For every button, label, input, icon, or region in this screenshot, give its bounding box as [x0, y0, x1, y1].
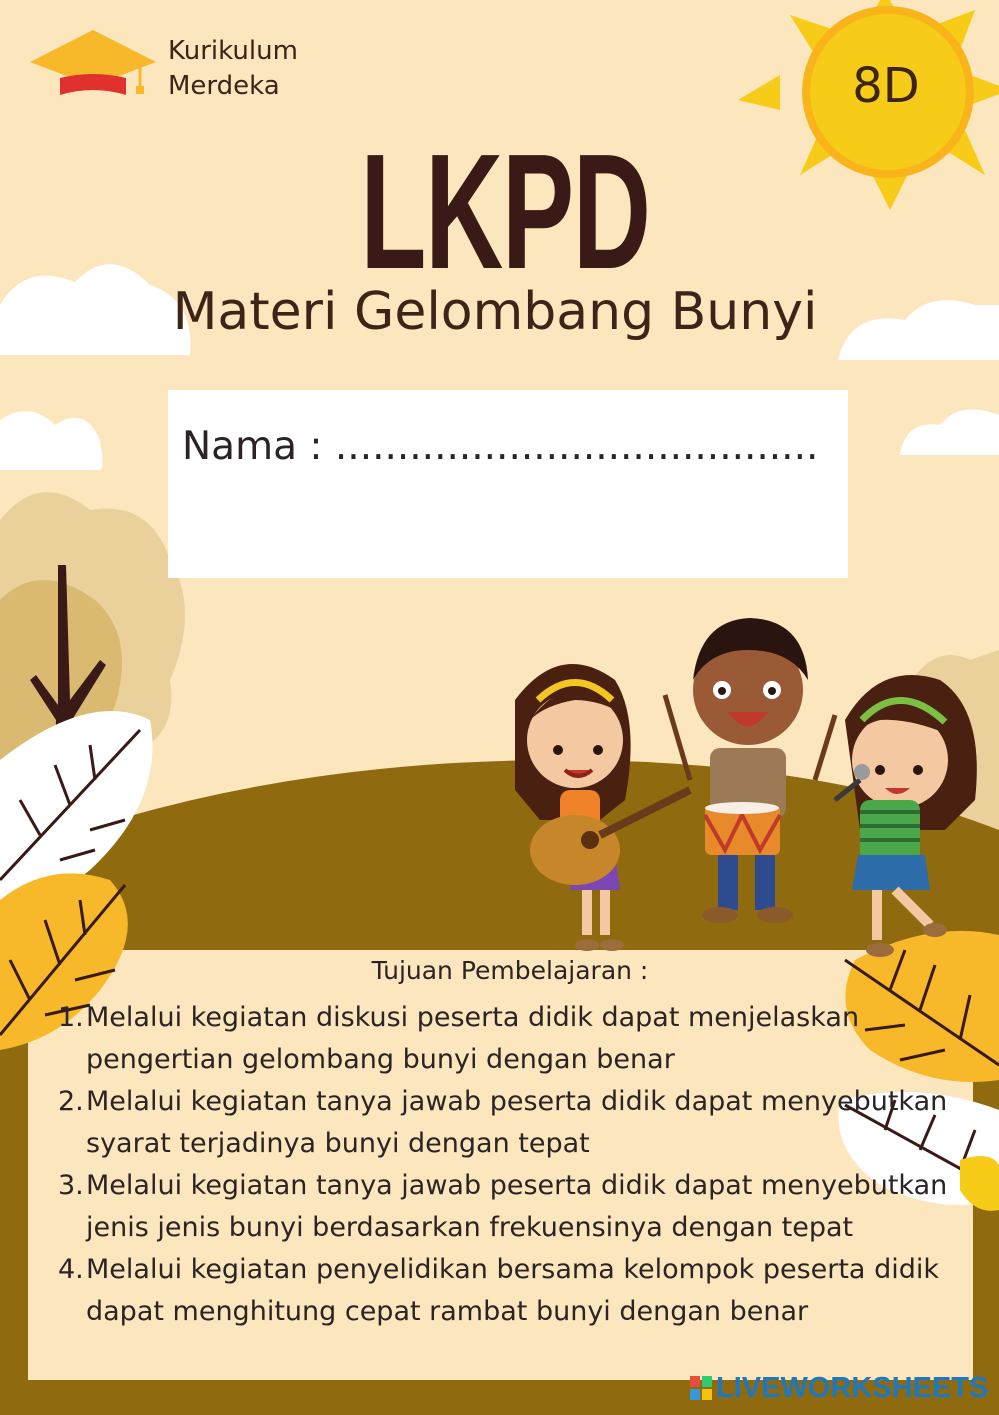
mortarboard-icon	[30, 30, 156, 95]
list-item	[52, 1165, 972, 1249]
page-subtitle: Materi Gelombang Bunyi	[172, 282, 818, 342]
brand-line-2: Merdeka	[168, 71, 280, 101]
item-number: 2.	[58, 1086, 84, 1117]
liveworksheets-watermark	[690, 1372, 988, 1405]
class-label: 8D	[852, 58, 920, 114]
liveworksheets-logo-icon	[690, 1376, 712, 1400]
item-number: 3.	[58, 1170, 84, 1201]
page-title: LKPD	[360, 120, 650, 303]
name-field-label: Nama : .......................................	[182, 424, 819, 469]
brand-line-1: Kurikulum	[168, 36, 298, 66]
item-text: Melalui kegiatan tanya jawab peserta didik dapat menyebutkan syarat terjadinya bunyi dengan tepat	[86, 1086, 948, 1159]
list-item	[52, 1249, 972, 1333]
list-item	[52, 997, 972, 1081]
list-item	[52, 1081, 972, 1165]
watermark-text: LIVEWORKSHEETS	[716, 1372, 989, 1404]
item-text: Melalui kegiatan diskusi peserta didik dapat menjelaskan pengertian gelombang bunyi dengan benar	[86, 1002, 860, 1075]
item-number: 4.	[58, 1254, 84, 1285]
item-number: 1.	[58, 1002, 84, 1033]
objectives-list	[52, 997, 972, 1333]
brand-name	[168, 34, 298, 104]
name-input-box[interactable]	[168, 390, 848, 578]
item-text: Melalui kegiatan tanya jawab peserta didik dapat menyebutkan jenis jenis bunyi berdasarkan frekuensinya dengan tepat	[86, 1170, 948, 1243]
objectives-heading: Tujuan Pembelajaran :	[371, 956, 649, 985]
item-text: Melalui kegiatan penyelidikan bersama kelompok peserta didik dapat menghitung cepat rambat bunyi dengan benar	[86, 1254, 939, 1327]
